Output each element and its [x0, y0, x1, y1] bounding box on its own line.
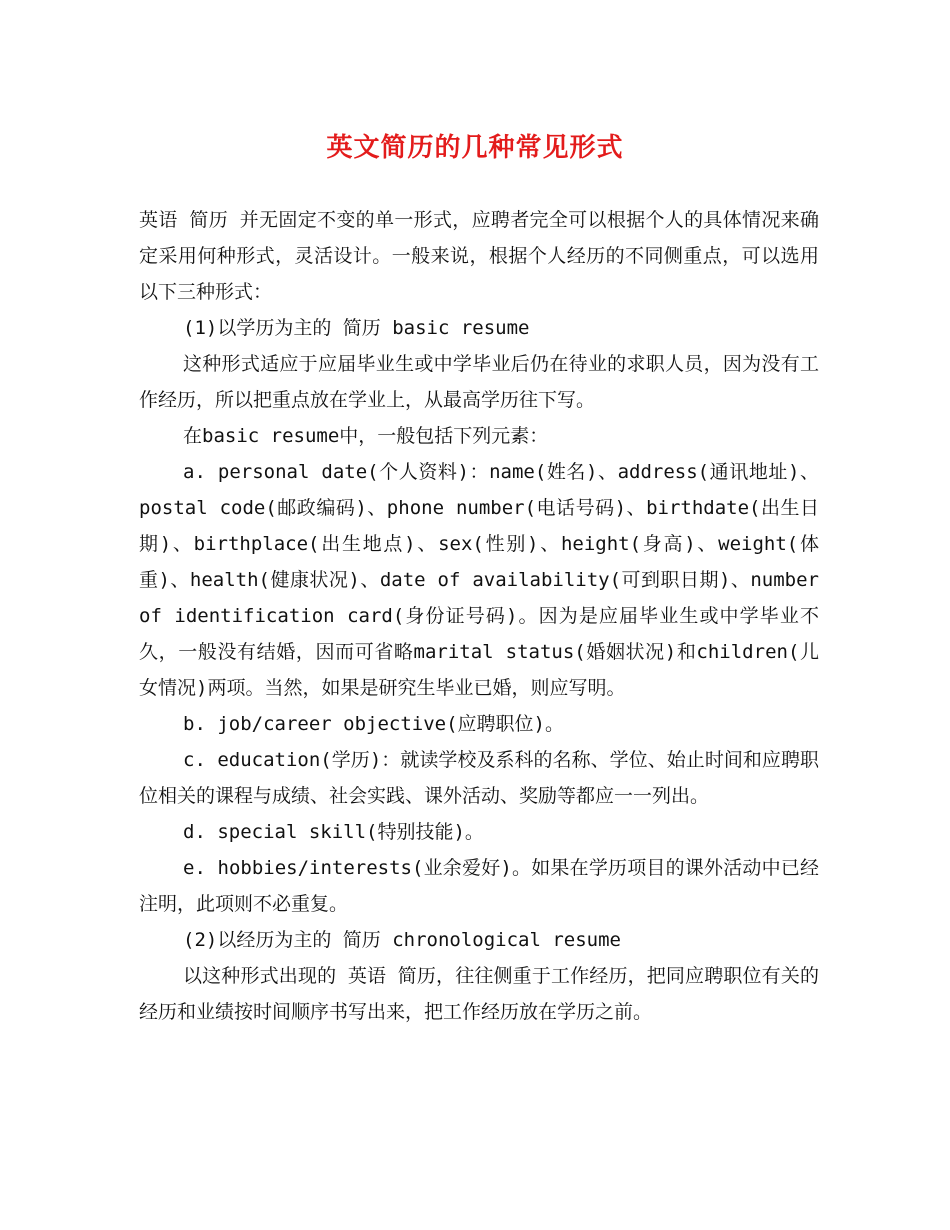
- paragraph-chronological-resume-desc: 以这种形式出现的 英语 简历，往往侧重于工作经历，把同应聘职位有关的经历和业绩按时间顺序书写出来，把工作经历放在学历之前。: [139, 965, 819, 1023]
- paragraph-basic-resume-desc: 这种形式适应于应届毕业生或中学毕业后仍在待业的求职人员，因为没有工作经历，所以把重点放在学业上，从最高学历往下写。: [139, 353, 819, 411]
- section-heading-basic-resume: (1)以学历为主的 简历 basic resume: [183, 317, 530, 339]
- list-item-a-personal-data: a. personal date(个人资料)：name(姓名)、address(通讯地址)、postal code(邮政编码)、phone number(电话号码)、birthdate(出生日期)、birthplace(出生地点)、sex(性别)、height(身高)、weight(体重)、health(健康状况)、date of availability(可到职日期)、number of identification card(身份证号码)。因为是应届毕业生或中学毕业不久，一般没有结婚，因而可省略marital status(婚姻状况)和children(儿女情况)两项。当然，如果是研究生毕业已婚，则应写明。: [139, 461, 819, 699]
- document-body: [139, 202, 819, 1030]
- paragraph-basic-resume-elements: 在basic resume中，一般包括下列元素：: [183, 425, 549, 447]
- list-item-e-hobbies: e. hobbies/interests(业余爱好)。如果在学历项目的课外活动中已经注明，此项则不必重复。: [139, 857, 819, 915]
- list-item-c-education: c. education(学历)：就读学校及系科的名称、学位、始止时间和应聘职位相关的课程与成绩、社会实践、课外活动、奖励等都应一一列出。: [139, 749, 819, 807]
- list-item-d-special-skill: d. special skill(特别技能)。: [183, 821, 484, 843]
- document-title: 英文简历的几种常见形式: [326, 133, 624, 163]
- list-item-b-objective: b. job/career objective(应聘职位)。: [183, 713, 564, 735]
- intro-paragraph: 英语 简历 并无固定不变的单一形式，应聘者完全可以根据个人的具体情况来确定采用何种形式，灵活设计。一般来说，根据个人经历的不同侧重点，可以选用以下三种形式：: [139, 209, 819, 303]
- section-heading-chronological-resume: (2)以经历为主的 简历 chronological resume: [183, 929, 621, 951]
